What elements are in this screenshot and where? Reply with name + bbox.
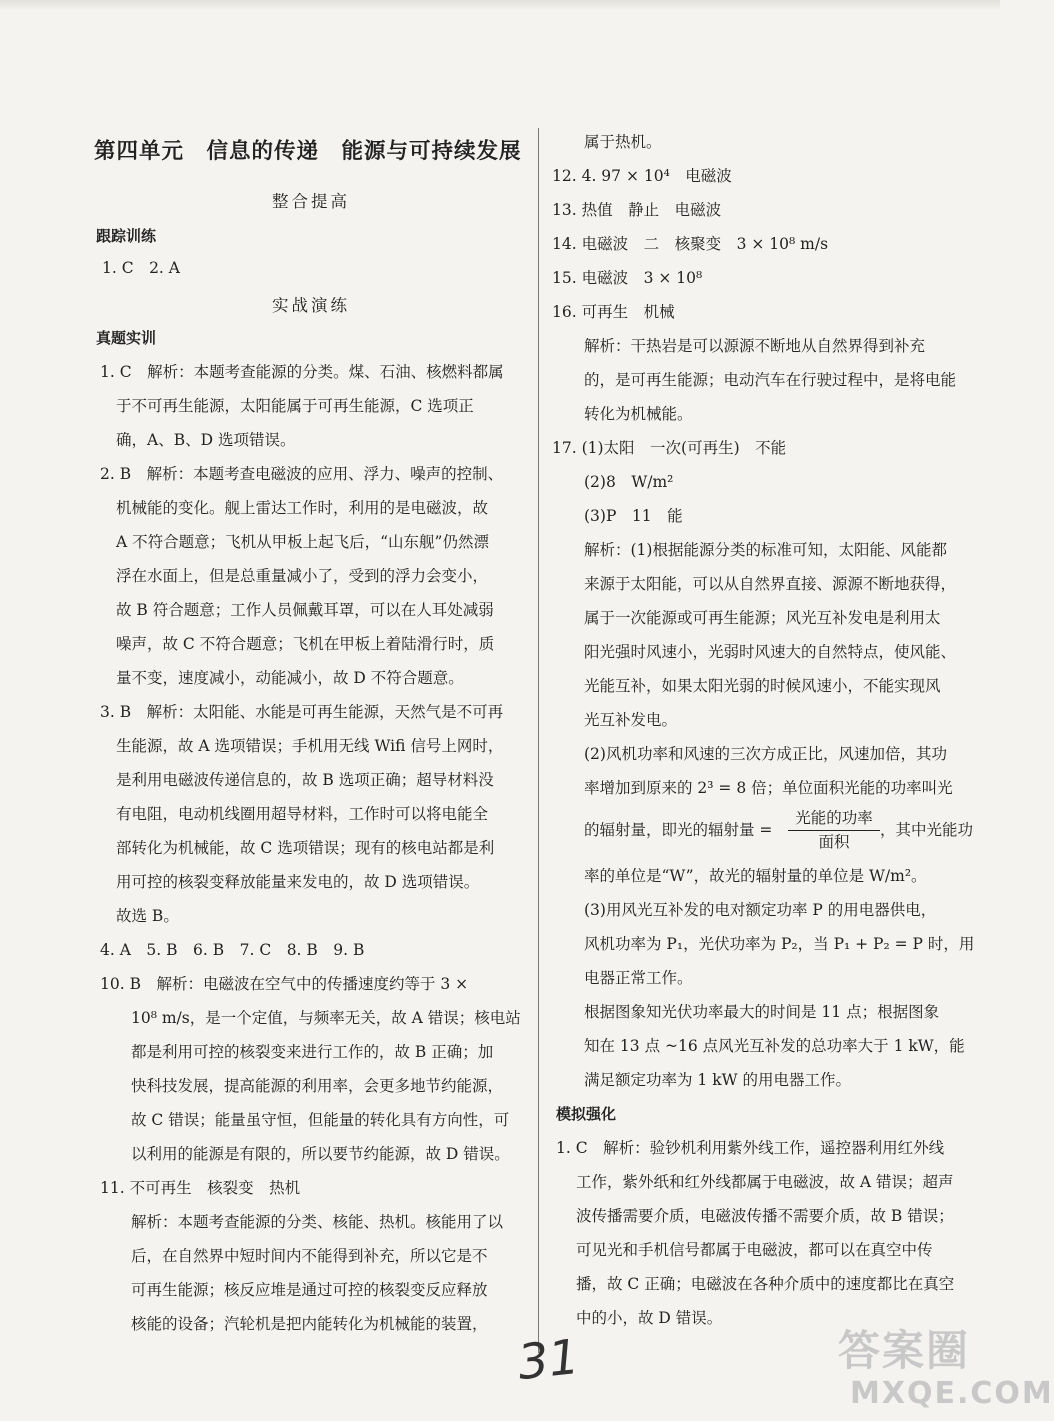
fraction-bar [788, 830, 880, 831]
section-title-integrate: 整合提高 [272, 192, 350, 211]
subsection-real-exam: 真题实训 [96, 329, 157, 347]
answer-line: 机械能的变化。舰上雷达工作时，利用的是电磁波，故 [116, 499, 489, 517]
answer-line: 于不可再生能源，太阳能属于可再生能源，C 选项正 [116, 397, 474, 415]
answer-line: 16. 可再生 机械 [552, 303, 675, 321]
watermark-logo [838, 1318, 1054, 1414]
answer-line: 3. B 解析：太阳能、水能是可再生能源，天然气是不可再 [100, 703, 504, 721]
page-number: 31 [515, 1328, 582, 1392]
answer-line: 有电阻，电动机线圈用超导材料，工作时可以将电能全 [116, 805, 489, 823]
answer-line: 是利用电磁波传递信息的，故 B 选项正确；超导材料没 [116, 771, 494, 789]
watermark-text: 答案圈 [838, 1326, 971, 1375]
answer-line: 11. 不可再生 核裂变 热机 [100, 1179, 301, 1197]
answer-line: 的，是可再生能源；电动汽车在行驶过程中，是将电能 [584, 371, 957, 389]
answer-line: 阳光强时风速小，光弱时风速大的自然特点，使风能、 [584, 643, 957, 661]
answer-line: 用可控的核裂变释放能量来发电的，故 D 选项错误。 [116, 873, 480, 891]
answer-line: 故 C 错误；能量虽守恒，但能量的转化具有方向性，可 [131, 1111, 510, 1129]
answer-line: 10⁸ m/s，是一个定值，与频率无关，故 A 错误；核电站 [131, 1009, 521, 1027]
answer-line: 可见光和手机信号都属于电磁波，都可以在真空中传 [576, 1241, 933, 1259]
answer-line: 率增加到原来的 2³ = 8 倍；单位面积光能的功率叫光 [584, 779, 953, 797]
answer-line: 14. 电磁波 二 核聚变 3 × 10⁸ m/s [552, 235, 829, 253]
answer-line: A 不符合题意；飞机从甲板上起飞后，“山东舰”仍然漂 [116, 533, 489, 551]
answer-line: (3)P 11 能 [584, 507, 683, 525]
answer-line: 解析：干热岩是可以源源不断地从自然界得到补充 [584, 337, 926, 355]
answer-line: 2. B 解析：本题考查电磁波的应用、浮力、噪声的控制、 [100, 465, 504, 483]
answer-line: 12. 4. 97 × 10⁴ 电磁波 [552, 167, 732, 185]
answer-line: 转化为机械能。 [584, 405, 693, 423]
answer-line: 故选 B。 [116, 907, 179, 925]
watermark-url: MXQE.COM [850, 1376, 1054, 1411]
answer-line: 量不变，速度减小，动能减小，故 D 不符合题意。 [116, 669, 464, 687]
answer-line: 根据图象知光伏功率最大的时间是 11 点；根据图象 [584, 1003, 940, 1021]
scan-edge [0, 0, 1000, 10]
unit-title: 第四单元 信息的传递 能源与可持续发展 [94, 139, 522, 164]
answer-line: ，其中光能功 [880, 821, 974, 839]
answer-line: 属于热机。 [584, 133, 662, 151]
column-divider [538, 128, 539, 1353]
answer-line: 属于一次能源或可再生能源；风光互补发电是利用太 [584, 609, 941, 627]
answer-line: 光互补发电。 [584, 711, 678, 729]
answer-line: 知在 13 点 ~16 点风光互补发的总功率大于 1 kW，能 [584, 1037, 965, 1055]
section-title-practice: 实战演练 [272, 296, 350, 315]
answer-line: 播，故 C 正确；电磁波在各种介质中的速度都比在真空 [576, 1275, 955, 1293]
fraction-denominator: 面积 [818, 833, 850, 851]
answer-line: 15. 电磁波 3 × 10⁸ [552, 269, 703, 287]
answer-line: 后，在自然界中短时间内不能得到补充，所以它是不 [131, 1247, 488, 1265]
answer-line: (3)用风光互补发的电对额定功率 P 的用电器供电， [584, 901, 937, 919]
answer-line: 风机功率为 P₁，光伏功率为 P₂，当 P₁ + P₂ = P 时，用 [584, 935, 975, 953]
answer-line: 生能源，故 A 选项错误；手机用无线 Wifi 信号上网时， [116, 737, 504, 755]
answer-line: 1. C 解析：本题考查能源的分类。煤、石油、核燃料都属 [100, 363, 504, 381]
answer-line: 解析：(1)根据能源分类的标准可知，太阳能、风能都 [584, 541, 947, 559]
subsection-simulation: 模拟强化 [556, 1105, 617, 1123]
answer-line: 快科技发展，提高能源的利用率，会更多地节约能源， [131, 1077, 504, 1095]
answer-line: 核能的设备；汽轮机是把内能转化为机械能的装置， [131, 1315, 488, 1333]
answer-line: 确，A、B、D 选项错误。 [116, 431, 296, 449]
answer-line: 17. (1)太阳 一次(可再生) 不能 [552, 439, 787, 457]
answer-line: 10. B 解析：电磁波在空气中的传播速度约等于 3 × [100, 975, 469, 993]
answer-line: 工作，紫外纸和红外线都属于电磁波，故 A 错误；超声 [576, 1173, 954, 1191]
answer-line: 解析：本题考查能源的分类、核能、热机。核能用了以 [131, 1213, 504, 1231]
fraction-numerator: 光能的功率 [795, 809, 873, 827]
answer-line: 都是利用可控的核裂变来进行工作的，故 B 正确；加 [131, 1043, 494, 1061]
answer-line: 光能互补，如果太阳光弱的时候风速小，不能实现风 [584, 677, 941, 695]
answer-line: 波传播需要介质，电磁波传播不需要介质，故 B 错误； [576, 1207, 954, 1225]
answer-line: 故 B 符合题意；工作人员佩戴耳罩，可以在人耳处减弱 [116, 601, 494, 619]
answer-line: (2)8 W/m² [584, 473, 674, 491]
answer-line: 13. 热值 静止 电磁波 [552, 201, 722, 219]
answer-line: 电器正常工作。 [584, 969, 693, 987]
subsection-tracking: 跟踪训练 [96, 227, 157, 245]
answer-line: 率的单位是“W”，故光的辐射量的单位是 W/m²。 [584, 867, 927, 885]
tracking-answers: 1. C 2. A [102, 259, 180, 277]
answer-line: 4. A 5. B 6. B 7. C 8. B 9. B [100, 941, 365, 959]
answer-line: 以利用的能源是有限的，所以要节约能源，故 D 错误。 [131, 1145, 510, 1163]
answer-line: 来源于太阳能，可以从自然界直接、源源不断地获得， [584, 575, 957, 593]
answer-line: (2)风机功率和风速的三次方成正比，风速加倍，其功 [584, 745, 947, 763]
answer-line: 满足额定功率为 1 kW 的用电器工作。 [584, 1071, 851, 1089]
answer-line: 部转化为机械能，故 C 选项错误；现有的核电站都是利 [116, 839, 495, 857]
answer-line: 浮在水面上，但是总重量减小了，受到的浮力会变小， [116, 567, 489, 585]
answer-line: 的辐射量，即光的辐射量 = [584, 821, 773, 839]
answer-line: 可再生能源；核反应堆是通过可控的核裂变反应释放 [131, 1281, 488, 1299]
answer-line: 1. C 解析：验钞机利用紫外线工作，遥控器利用红外线 [556, 1139, 945, 1157]
answer-line: 中的小，故 D 错误。 [576, 1309, 723, 1327]
answer-line: 噪声，故 C 不符合题意；飞机在甲板上着陆滑行时，质 [116, 635, 495, 653]
